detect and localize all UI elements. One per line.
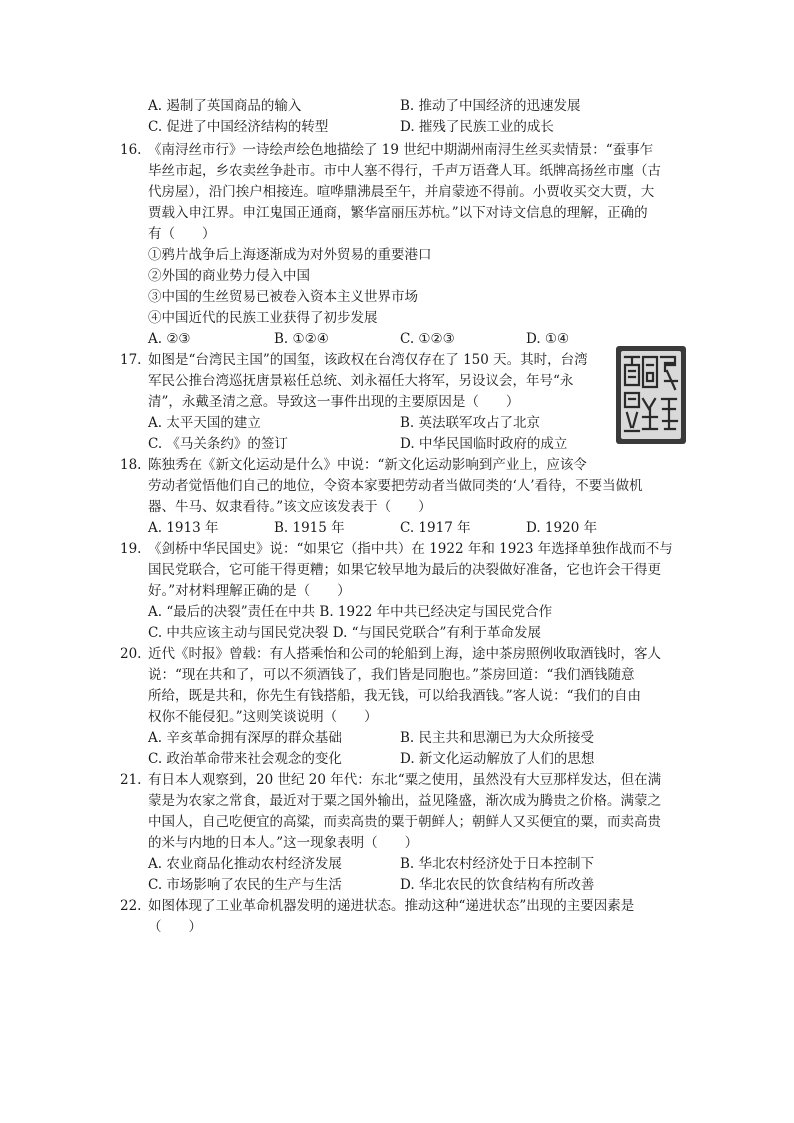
q17-options-row-1 bbox=[148, 413, 688, 434]
q19-options-row-1 bbox=[148, 602, 688, 623]
q18-options bbox=[148, 518, 688, 539]
question-text-line: 如图体现了工业革命机器发明的递进状态。推动这种“递进状态”出现的主要因素是 bbox=[148, 898, 635, 914]
q21-options-row-2 bbox=[148, 875, 688, 896]
taiwan-republic-seal-image bbox=[616, 346, 686, 444]
option-a: A. 太平天国的建立 bbox=[148, 415, 261, 431]
statement-2: ②外国的商业势力侵入中国 bbox=[148, 268, 310, 284]
seal-face bbox=[621, 351, 681, 439]
question-text-line: 国民党联合，它可能干得更糟；如果它较早地为最后的决裂做好准备，它也许会干得更 bbox=[148, 562, 661, 578]
question-text-line: 权你不能侵犯。”这则笑谈说明（ ） bbox=[148, 709, 378, 725]
prev-options-row-2 bbox=[148, 117, 688, 138]
option-d: D. ①④ bbox=[526, 331, 570, 347]
q16-options bbox=[148, 329, 688, 350]
option-c: C. 政治革命带来社会观念的变化 bbox=[148, 751, 342, 767]
question-text-line: 军民公推台湾巡抚唐景崧任总统、刘永福任大将军，另设议会，年号“永 bbox=[148, 373, 574, 389]
option-a: A. 辛亥革命拥有深厚的群众基础 bbox=[148, 730, 342, 746]
option-b: B. 推动了中国经济的迅速发展 bbox=[400, 98, 581, 114]
statement-4: ④中国近代的民族工业获得了初步发展 bbox=[148, 310, 378, 326]
option-a: A. 1913 年 bbox=[148, 520, 219, 536]
q20-options-row-1 bbox=[148, 728, 688, 749]
question-text-line: 贾载入申江界。申江鬼国正通商，繁华富丽压苏杭。”以下对诗文信息的理解，正确的 bbox=[148, 205, 648, 221]
prev-options-row-1 bbox=[148, 96, 688, 117]
question-text-line: 劳动者觉悟他们自己的地位，令资本家要把劳动者当做同类的‘人’看待，不要当做机 bbox=[148, 478, 643, 494]
option-b: B. 民主共和思潮已为大众所接受 bbox=[400, 730, 595, 746]
q19-options-row-2 bbox=[148, 623, 688, 644]
option-c: C. 市场影响了农民的生产与生活 bbox=[148, 877, 342, 893]
option-c: C. 《马关条约》的签订 bbox=[148, 436, 288, 452]
question-text-line: 近代《时报》曾载：有人搭乘怡和公司的轮船到上海，途中茶房照例收取酒钱时，客人 bbox=[148, 646, 661, 662]
option-a-b: A. “最后的决裂”责任在中共 B. 1922 年中共已经决定与国民党合作 bbox=[148, 604, 553, 620]
question-text-line: 有日本人观察到，20 世纪 20 年代：东北“粟之使用，虽然没有大豆那样发达，但在满 bbox=[148, 772, 662, 788]
question-text-line: （ ） bbox=[148, 919, 202, 935]
option-d: D. 中华民国临时政府的成立 bbox=[400, 436, 568, 452]
option-d: D. 华北农民的饮食结构有所改善 bbox=[400, 877, 595, 893]
q17-options-row-2 bbox=[148, 434, 688, 455]
option-c: C. 1917 年 bbox=[400, 520, 471, 536]
option-a: A. 农业商品化推动农村经济发展 bbox=[148, 856, 342, 872]
question-number: 22. bbox=[120, 898, 142, 914]
question-text-line: 蒙是为农家之常食，最近对于粟之国外输出，益见隆盛，渐次成为腾贵之价格。满蒙之 bbox=[148, 793, 661, 809]
statement-3: ③中国的生丝贸易已被卷入资本主义世界市场 bbox=[148, 289, 418, 305]
option-b: B. 华北农村经济处于日本控制下 bbox=[400, 856, 595, 872]
question-text-line: 说：“现在共和了，可以不须酒钱了，我们皆是同胞也。”茶房回道：“我们酒钱随意 bbox=[148, 667, 635, 683]
question-text-line: 陈独秀在《新文化运动是什么》中说：“新文化运动影响到产业上，应该令 bbox=[148, 457, 587, 473]
question-text-line: 清”，永戴圣清之意。导致这一事件出现的主要原因是（ ） bbox=[148, 394, 520, 410]
question-text-line: 《剑桥中华民国史》说：“如果它（指中共）在 1922 年和 1923 年选择单独作战而不与 bbox=[148, 541, 673, 557]
question-number: 21. bbox=[120, 772, 142, 788]
question-text-line: 器、牛马、奴隶看待。”该文应该发表于（ ） bbox=[148, 499, 432, 515]
question-text-line: 《南浔丝市行》一诗绘声绘色地描绘了 19 世纪中期湖州南浔生丝买卖情景：“蚕事乍 bbox=[148, 142, 654, 158]
option-c: C. ①②③ bbox=[400, 331, 455, 347]
question-number: 19. bbox=[120, 541, 142, 557]
option-a: A. ②③ bbox=[148, 331, 191, 347]
seal-glyphs bbox=[621, 351, 681, 439]
option-c-d: C. 中共应该主动与国民党决裂 D. “与国民党联合”有利于革命发展 bbox=[148, 625, 541, 641]
question-text-line: 中国人，自己吃便宜的高粱，而卖高贵的粟于朝鲜人；朝鲜人又买便宜的粟，而卖高贵 bbox=[148, 814, 661, 830]
option-c: C. 促进了中国经济结构的转型 bbox=[148, 119, 329, 135]
question-text-line: 如图是“台湾民主国”的国玺，该政权在台湾仅存在了 150 天。其时，台湾 bbox=[148, 352, 588, 368]
question-number: 20. bbox=[120, 646, 142, 662]
question-number: 18. bbox=[120, 457, 142, 473]
option-b: B. 1915 年 bbox=[274, 520, 345, 536]
option-b: B. 英法联军攻占了北京 bbox=[400, 415, 541, 431]
option-d: D. 摧残了民族工业的成长 bbox=[400, 119, 554, 135]
question-text-line: 代房屋），沿门挨户相接连。喧哗鼎沸晨至午，并肩蒙迹不得前。小贾收买交大贾，大 bbox=[148, 184, 655, 200]
question-number: 16. bbox=[120, 142, 142, 158]
question-text-line: 毕丝市起，乡农卖丝争赴市。市中人塞不得行，千声万语聋人耳。纸牌高扬丝市廛（古 bbox=[148, 163, 661, 179]
statement-1: ①鸦片战争后上海逐渐成为对外贸易的重要港口 bbox=[148, 247, 432, 263]
question-text-line: 好。”对材料理解正确的是（ ） bbox=[148, 583, 351, 599]
question-number: 17. bbox=[120, 352, 142, 368]
option-a: A. 遏制了英国商品的输入 bbox=[148, 98, 302, 114]
question-text-line: 的米与内地的日本人。”这一现象表明（ ） bbox=[148, 835, 419, 851]
q21-options-row-1 bbox=[148, 854, 688, 875]
option-b: B. ①②④ bbox=[274, 331, 329, 347]
q20-options-row-2 bbox=[148, 749, 688, 770]
question-text-line: 所给，既是共和，你先生有钱搭船，我无钱，可以给我酒钱。”客人说：“我们的自由 bbox=[148, 688, 642, 704]
option-d: D. 新文化运动解放了人们的思想 bbox=[400, 751, 595, 767]
question-text-line: 有（ ） bbox=[148, 226, 216, 242]
option-d: D. 1920 年 bbox=[526, 520, 598, 536]
